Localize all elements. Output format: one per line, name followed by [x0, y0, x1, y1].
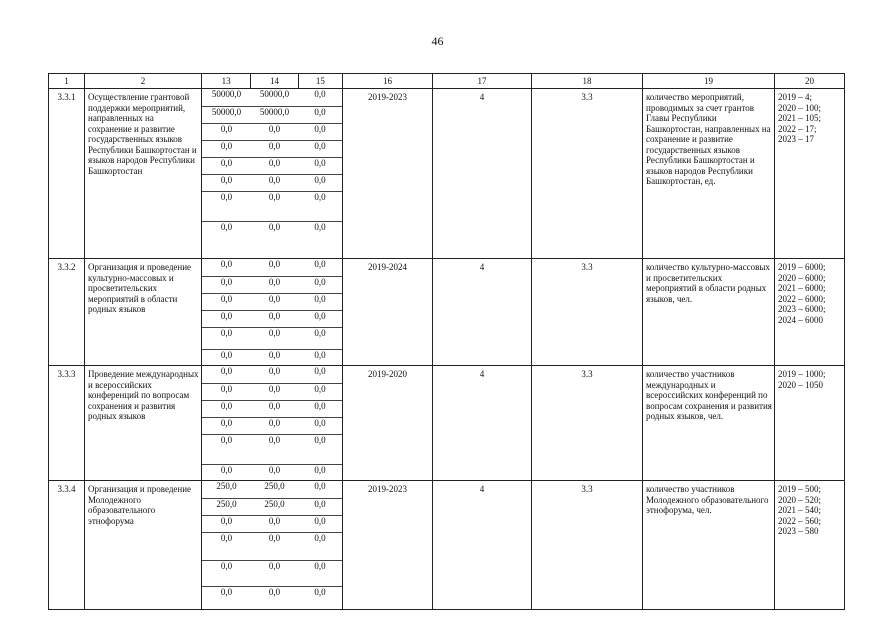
value-line: 2022 – 560;	[778, 515, 822, 526]
value-line: 2019 – 6000;	[778, 262, 826, 272]
value-15: 0,0	[298, 140, 342, 157]
row-col18: 3.3	[532, 366, 643, 481]
funding-subtable	[202, 481, 342, 608]
value-13: 0,0	[202, 140, 251, 157]
value-line: 2021 – 6000;	[778, 283, 826, 293]
value-15: 0,0	[298, 515, 342, 532]
row-code: 3.3.4	[49, 481, 85, 610]
value-15: 0,0	[298, 123, 342, 140]
table-row	[49, 481, 845, 610]
row-col17: 4	[433, 366, 532, 481]
value-13: 0,0	[202, 293, 251, 310]
row-col17: 4	[433, 259, 532, 366]
value-line: 2023 – 6000;	[778, 304, 826, 314]
row-name: Организация и проведение Молодежного образовательного этнофорума	[85, 481, 202, 610]
value-15: 0,0	[298, 560, 342, 586]
row-period: 2019-2023	[343, 89, 433, 259]
header-cell: 19	[643, 74, 775, 89]
row-values	[775, 259, 845, 366]
funding-cell	[202, 259, 343, 366]
value-13: 0,0	[202, 560, 251, 586]
table-row	[49, 259, 845, 366]
row-indicator: количество участников международных и всероссийских конференций по вопросам сохранения и развития родных языков, чел.	[643, 366, 775, 481]
value-14: 0,0	[251, 293, 298, 310]
value-14: 0,0	[251, 400, 298, 417]
value-15: 0,0	[298, 498, 342, 515]
funding-subtable	[202, 259, 342, 365]
value-14: 0,0	[251, 276, 298, 293]
value-15: 0,0	[298, 89, 342, 106]
value-13: 0,0	[220, 586, 233, 597]
funding-cell	[202, 366, 343, 481]
header-cell: 18	[532, 74, 643, 89]
value-15: 0,0	[298, 310, 342, 327]
value-14: 0,0	[251, 366, 298, 383]
value-15: 0,0	[314, 586, 326, 597]
page-number: 46	[431, 34, 444, 48]
value-15: 0,0	[298, 259, 342, 276]
value-13: 0,0	[220, 349, 233, 360]
value-14: 0,0	[251, 515, 298, 532]
row-col18: 3.3	[532, 481, 643, 610]
value-14: 250,0	[251, 498, 298, 515]
funding-subtable	[202, 366, 342, 480]
header-cell: 13	[202, 74, 251, 89]
value-15: 0,0	[298, 293, 342, 310]
value-15: 0,0	[314, 464, 326, 475]
header-row	[49, 74, 845, 89]
value-15: 0,0	[314, 349, 326, 360]
value-14: 0,0	[251, 327, 298, 349]
value-line: 2020 – 100;	[778, 102, 822, 113]
row-name: Организация и проведение культурно-массовых и просветительских мероприятий в области родных языков	[85, 259, 202, 366]
table-row	[49, 89, 845, 259]
value-14: 0,0	[251, 123, 298, 140]
value-14: 0,0	[251, 434, 298, 464]
funding-cell	[202, 481, 343, 610]
row-values	[775, 481, 845, 610]
value-13: 0,0	[202, 174, 251, 191]
row-col18: 3.3	[532, 89, 643, 259]
value-14: 50000,0	[251, 106, 298, 123]
funding-cell	[202, 89, 343, 259]
value-13: 0,0	[202, 515, 251, 532]
value-line: 2020 – 1050	[778, 379, 823, 390]
value-13: 0,0	[202, 366, 251, 383]
value-14: 0,0	[251, 157, 298, 174]
value-14: 0,0	[268, 464, 281, 475]
value-13: 0,0	[202, 276, 251, 293]
value-line: 2022 – 17;	[778, 123, 817, 134]
header-cell: 1	[49, 74, 85, 89]
program-table	[48, 73, 845, 610]
value-line: 2022 – 6000;	[778, 293, 826, 304]
value-13: 0,0	[202, 123, 251, 140]
value-13: 50000,0	[202, 89, 251, 106]
value-15: 0,0	[298, 106, 342, 123]
header-cell: 2	[85, 74, 202, 89]
row-indicator: количество участников Молодежного образовательного этнофорума, чел.	[643, 481, 775, 610]
value-line: 2019 – 1000;	[778, 369, 826, 379]
row-col17: 4	[433, 89, 532, 259]
value-13: 0,0	[220, 221, 233, 232]
row-indicator: количество культурно-массовых и просветительских мероприятий в области родных языков, чел.	[643, 259, 775, 366]
value-13: 0,0	[202, 532, 251, 560]
value-line: 2020 – 6000;	[778, 272, 826, 283]
value-13: 0,0	[220, 464, 233, 475]
value-line: 2021 – 105;	[778, 113, 822, 123]
row-code: 3.3.3	[49, 366, 85, 481]
value-line: 2019 – 4;	[778, 92, 813, 102]
value-13: 0,0	[202, 327, 251, 349]
value-line: 2020 – 520;	[778, 494, 822, 505]
header-cell: 17	[433, 74, 532, 89]
row-values	[775, 366, 845, 481]
value-14: 0,0	[251, 560, 298, 586]
value-13: 50000,0	[202, 106, 251, 123]
value-14: 0,0	[268, 349, 281, 360]
value-line: 2023 – 17	[778, 134, 814, 144]
row-code: 3.3.2	[49, 259, 85, 366]
value-15: 0,0	[298, 191, 342, 221]
value-14: 50000,0	[251, 89, 298, 106]
value-15: 0,0	[314, 221, 326, 232]
value-14: 0,0	[251, 191, 298, 221]
value-14: 0,0	[251, 310, 298, 327]
table-row	[49, 366, 845, 481]
value-15: 0,0	[298, 481, 342, 498]
row-col18: 3.3	[532, 259, 643, 366]
value-13: 0,0	[202, 434, 251, 464]
value-15: 0,0	[298, 366, 342, 383]
value-13: 250,0	[202, 498, 251, 515]
row-col17: 4	[433, 481, 532, 610]
row-name: Осуществление грантовой поддержки мероприятий, направленных на сохранение и развитие государственных языков Республики Башкортостан и языков народов Республики Башкортостан	[85, 89, 202, 259]
value-15: 0,0	[298, 400, 342, 417]
value-14: 0,0	[251, 140, 298, 157]
value-13: 0,0	[202, 383, 251, 400]
header-cell: 15	[298, 74, 342, 89]
value-13: 0,0	[202, 191, 251, 221]
value-15: 0,0	[298, 276, 342, 293]
value-14: 0,0	[251, 417, 298, 434]
value-15: 0,0	[298, 157, 342, 174]
value-line: 2024 – 6000	[778, 314, 823, 325]
row-period: 2019-2020	[343, 366, 433, 481]
value-14: 0,0	[251, 532, 298, 560]
row-indicator: количество мероприятий, проводимых за счет грантов Главы Республики Башкортостан, направленных на сохранение и развитие государственных языков Республики Башкортостан и языков народов Республики Башкортостан, ед.	[643, 89, 775, 259]
header-cell: 20	[775, 74, 845, 89]
row-period: 2019-2024	[343, 259, 433, 366]
value-14: 0,0	[251, 259, 298, 276]
value-14: 250,0	[251, 481, 298, 498]
row-name: Проведение международных и всероссийских конференций по вопросам сохранения и развития родных языков	[85, 366, 202, 481]
header-cell: 16	[343, 74, 433, 89]
value-14: 0,0	[251, 383, 298, 400]
funding-subtable	[202, 89, 342, 237]
value-13: 0,0	[202, 157, 251, 174]
value-15: 0,0	[298, 383, 342, 400]
row-code: 3.3.1	[49, 89, 85, 259]
value-15: 0,0	[298, 434, 342, 464]
value-15: 0,0	[298, 327, 342, 349]
value-line: 2021 – 540;	[778, 505, 822, 515]
value-15: 0,0	[298, 174, 342, 191]
value-14: 0,0	[268, 221, 281, 232]
row-period: 2019-2023	[343, 481, 433, 610]
row-values	[775, 89, 845, 259]
value-15: 0,0	[298, 417, 342, 434]
value-13: 0,0	[202, 400, 251, 417]
value-13: 0,0	[202, 417, 251, 434]
value-13: 250,0	[202, 481, 251, 498]
value-line: 2019 – 500;	[778, 484, 822, 494]
value-line: 2023 – 580	[778, 526, 819, 536]
value-13: 0,0	[202, 259, 251, 276]
value-14: 0,0	[251, 174, 298, 191]
value-13: 0,0	[202, 310, 251, 327]
value-14: 0,0	[268, 586, 281, 597]
header-cell: 14	[251, 74, 298, 89]
value-15: 0,0	[298, 532, 342, 560]
